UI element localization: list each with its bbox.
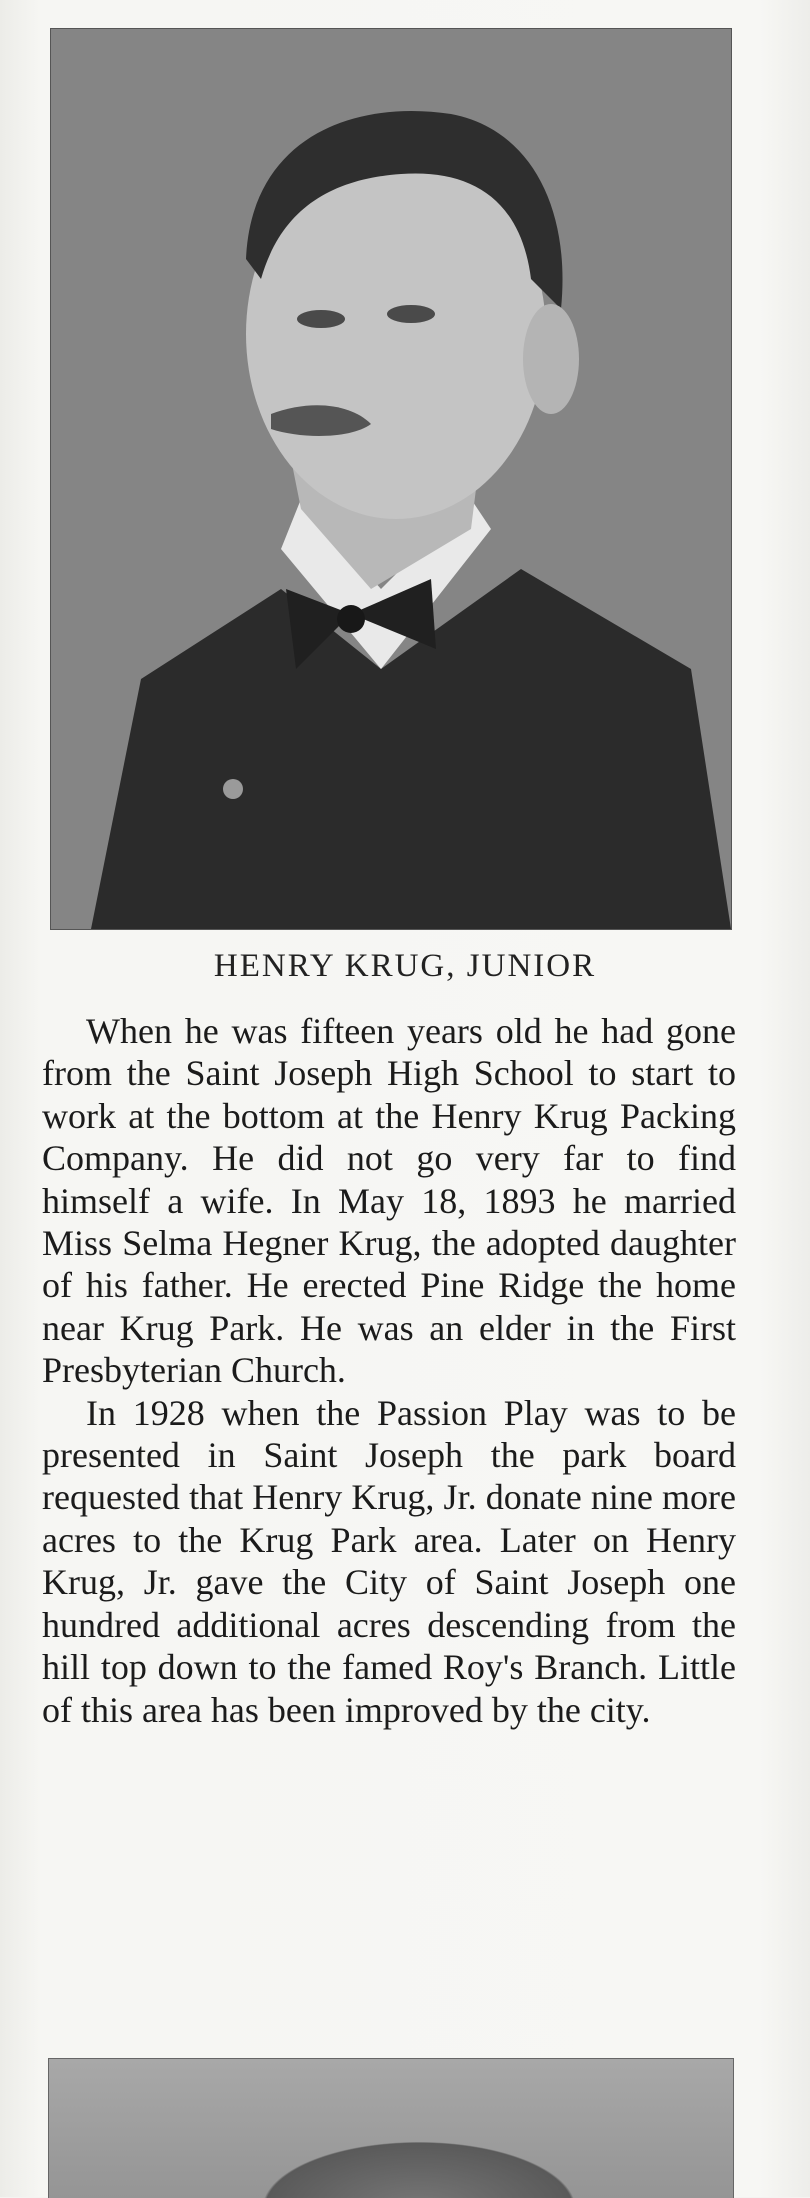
article-body: [42, 1010, 736, 1731]
portrait-photo: [50, 28, 732, 930]
portrait-caption: HENRY KRUG, JUNIOR: [213, 948, 597, 984]
paragraph: When he was fifteen years old he had gone from the Saint Joseph High School to start to work at the bottom at the Henry Krug Packing Company. He did not go very far to find himself a wife. In May 18, 1893 he married Miss Selma Hegner Krug, the adopted daughter of his father. He erected Pine Ridge the home near Krug Park. He was an elder in the First Presbyterian Church.: [42, 1011, 736, 1391]
paragraph: In 1928 when the Passion Play was to be presented in Saint Joseph the park board requested that Henry Krug, Jr. donate nine more acres to the Krug Park area. Later on Henry Krug, Jr. gave the City of Saint Joseph one hundred additional acres descending from the hill top down to the famed Roy's Branch. Little of this area has been improved by the city.: [42, 1392, 736, 1730]
next-photo-partial: [48, 2058, 734, 2198]
